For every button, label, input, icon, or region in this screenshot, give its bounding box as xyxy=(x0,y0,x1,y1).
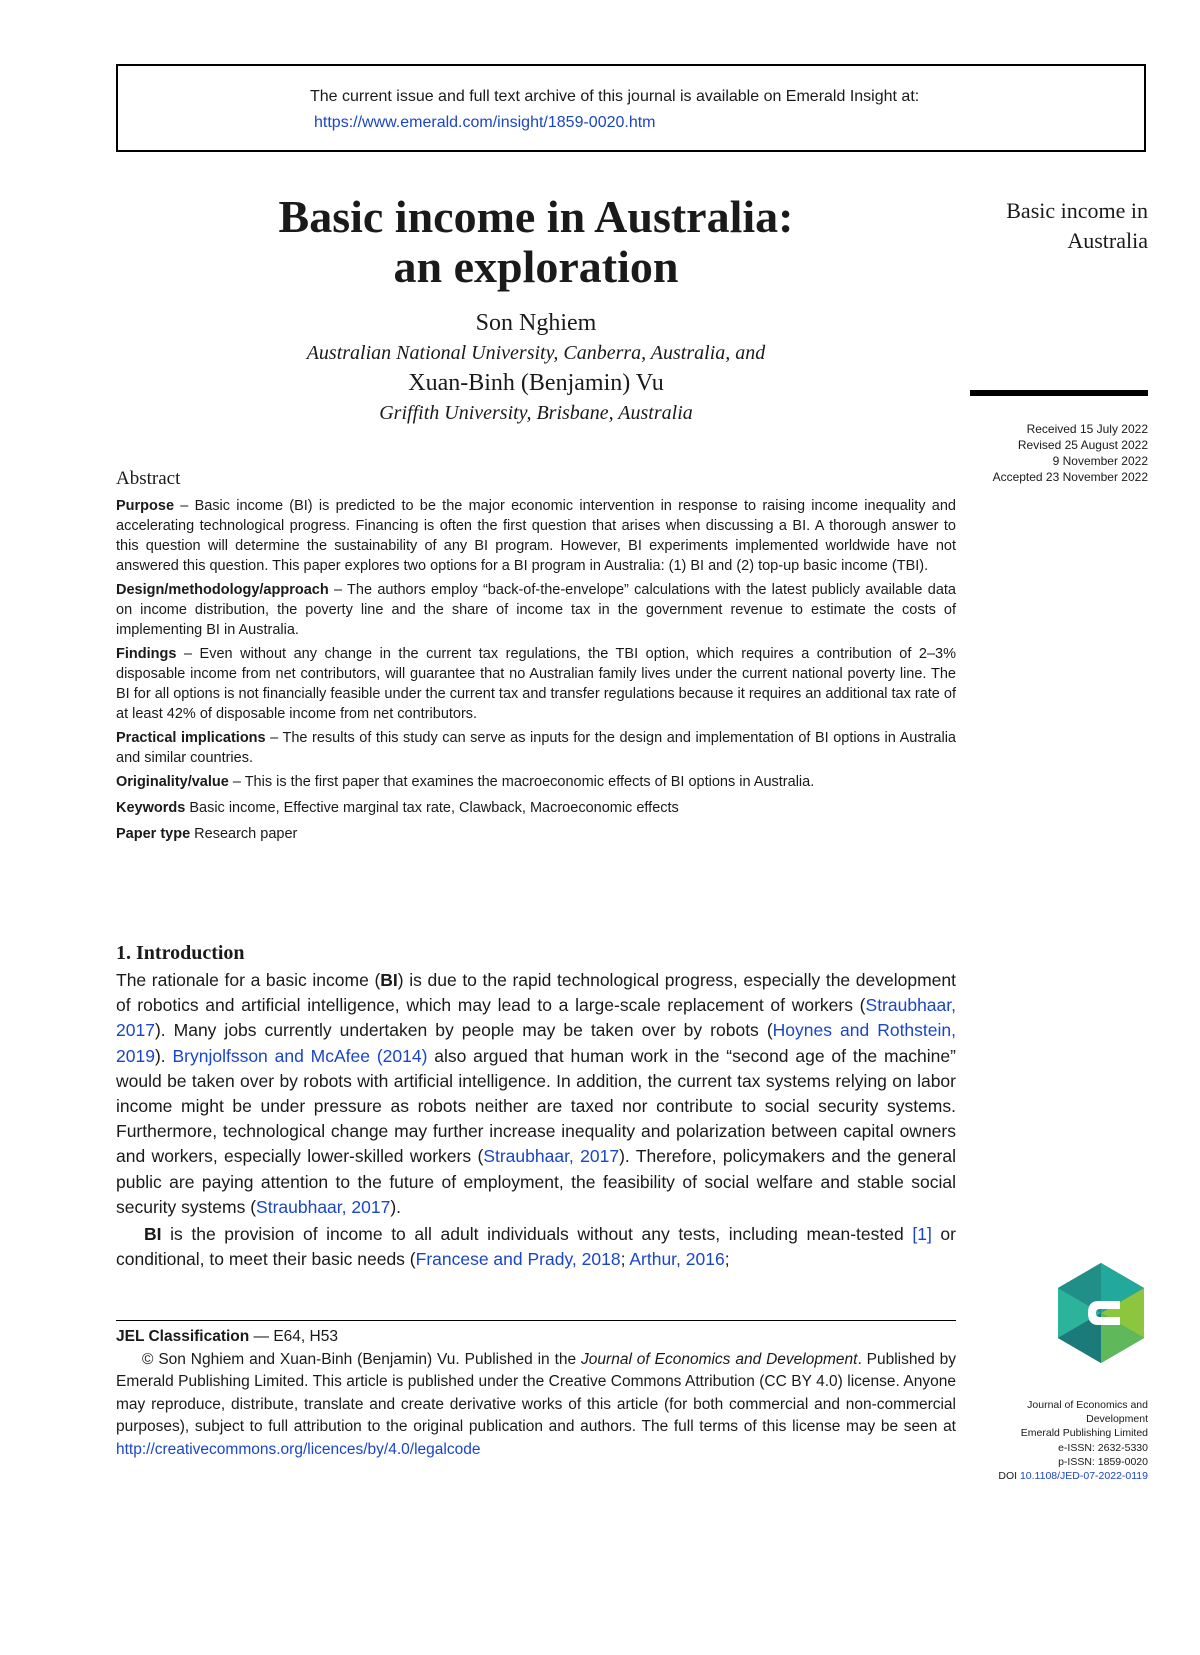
findings-label: Findings xyxy=(116,646,177,662)
citation-link[interactable]: Straubhaar, 2017 xyxy=(116,995,956,1041)
bi-term: BI xyxy=(380,970,398,990)
abstract-design xyxy=(116,580,956,640)
body-text: ). xyxy=(390,1196,402,1217)
journal-logo-icon xyxy=(1058,1263,1144,1363)
abstract-originality xyxy=(116,772,956,792)
abstract-keywords xyxy=(116,798,956,818)
citation-link[interactable]: Francese and Prady, 2018 xyxy=(415,1249,621,1270)
footnotes xyxy=(116,1326,956,1461)
body-text: ; xyxy=(724,1249,730,1270)
margin-rule xyxy=(970,390,1148,396)
abstract-practical xyxy=(116,728,956,768)
title-line-1: Basic income in Australia: xyxy=(278,191,794,242)
bi-term: BI xyxy=(144,1224,162,1245)
journal-name-line: Journal of Economics and xyxy=(1027,1399,1148,1411)
footnote-divider xyxy=(116,1320,956,1321)
author-name: Xuan-Binh (Benjamin) Vu xyxy=(408,370,664,396)
author-affiliation: Australian National University, Canberra, Australia, and xyxy=(306,342,766,364)
originality-label: Originality/value xyxy=(116,774,229,790)
body-text: The rationale for a basic income ( xyxy=(116,970,381,990)
body-text: ) is due to the rapid technological progress, especially the development of robotics and artificial intelligence, which may lead to a large-scale replacement of workers ( xyxy=(116,970,956,1016)
introduction-section xyxy=(116,940,956,1274)
notice-text: The current issue and full text archive of this journal is available on Emerald Insight at: xyxy=(310,88,920,105)
journal-info xyxy=(960,1398,1148,1483)
purpose-text: – Basic income (BI) is predicted to be the major economic intervention in response to raising income inequality and accelerating technological progress. Financing is often the first question that arises when discussing a BI. A thorough answer to this question will determine the sustainability of any BI program. However, BI experiments implemented worldwide have not answered this question. This paper explores two options for a BI program in Australia: (1) BI and (2) top-up basic income (TBI). xyxy=(116,498,956,574)
author-affiliation: Griffith University, Brisbane, Australia xyxy=(379,402,693,424)
date-accepted: Accepted 23 November 2022 xyxy=(992,470,1148,484)
date-revised: Revised 25 August 2022 xyxy=(1017,438,1148,452)
journal-name-line: Development xyxy=(1086,1413,1148,1426)
body-text: ). xyxy=(154,1045,173,1066)
keywords-text: Basic income, Effective marginal tax rate, Clawback, Macroeconomic effects xyxy=(185,800,679,816)
originality-text: – This is the first paper that examines the macroeconomic effects of BI options in Australia. xyxy=(228,774,815,790)
abstract-purpose xyxy=(116,496,956,576)
jel-codes: — E64, H53 xyxy=(249,1328,338,1345)
license-note xyxy=(116,1349,956,1462)
article-dates xyxy=(960,421,1148,485)
body-text: ). Therefore, policymakers and the general public are paying attention to the future of employment, the feasibility of social welfare and stable social security systems ( xyxy=(116,1146,956,1217)
abstract-paper-type xyxy=(116,824,956,844)
abstract-heading: Abstract xyxy=(116,468,181,489)
design-text: – The authors employ “back-of-the-envelope” calculations with the latest publicly available data on income distribution, the poverty line and the share of income tax in the government revenue to estimate the costs of implementing BI in Australia. xyxy=(116,582,956,638)
journal-name: Journal of Economics and Development xyxy=(581,1350,858,1368)
eissn: e-ISSN: 2632-5330 xyxy=(1058,1441,1148,1454)
paper-type-text: Research paper xyxy=(190,826,298,842)
body-text: ; xyxy=(620,1249,630,1270)
running-head xyxy=(960,196,1148,256)
running-head-line: Australia xyxy=(1067,228,1148,253)
paper-title xyxy=(116,192,956,292)
authors-block xyxy=(116,308,956,428)
journal-notice-box xyxy=(116,64,1146,152)
practical-label: Practical implications xyxy=(116,730,266,746)
body-text: also argued that human work in the “second age of the machine” would be taken over by robots with artificial intelligence. In addition, the current tax systems relying on labor income might be under pressure as robots neither are taxed nor contribute to social security systems. Furthermore, technological change may further increase inequality and polarization between capital owners and workers, especially lower-skilled workers ( xyxy=(116,1045,956,1167)
design-label: Design/methodology/approach xyxy=(116,582,329,598)
section-heading: 1. Introduction xyxy=(116,942,245,964)
publisher: Emerald Publishing Limited xyxy=(1020,1427,1148,1440)
title-line-2: an exploration xyxy=(393,241,679,292)
license-text: © Son Nghiem and Xuan-Binh (Benjamin) Vu. Published in the xyxy=(142,1350,582,1368)
citation-link[interactable]: Straubhaar, 2017 xyxy=(256,1196,391,1217)
doi-line xyxy=(960,1469,1148,1483)
citation-link[interactable]: Hoynes and Rothstein, 2019 xyxy=(116,1020,956,1066)
paper-type-label: Paper type xyxy=(116,826,191,842)
jel-classification xyxy=(116,1326,956,1349)
purpose-label: Purpose xyxy=(116,498,175,514)
license-url-link[interactable]: http://creativecommons.org/licences/by/4.0/legalcode xyxy=(116,1440,481,1458)
license-text: . Published by Emerald Publishing Limited. This article is published under the Creative Commons Attribution (CC BY 4.0) license. Anyone may reproduce, distribute, translate and create derivative works of this article (for both commercial and non-commercial purposes), subject to full attribution to the original publication and authors. The full terms of this license may be seen at xyxy=(116,1350,957,1435)
pissn: p-ISSN: 1859-0020 xyxy=(1058,1455,1148,1468)
intro-paragraph xyxy=(116,1222,956,1272)
citation-link[interactable]: Straubhaar, 2017 xyxy=(483,1146,620,1167)
body-text: ). Many jobs currently undertaken by people may be taken over by robots ( xyxy=(154,1020,773,1041)
findings-text: – Even without any change in the current tax regulations, the TBI option, which requires a contribution of 2–3% disposable income from net contributors, will guarantee that no Australian family lives under the current national poverty line. The BI for all options is not financially feasible under the current tax and transfer regulations because it requires an additional tax rate of at least 42% of disposable income from net contributors. xyxy=(116,646,956,722)
date-revised: 9 November 2022 xyxy=(1052,454,1148,468)
practical-text: – The results of this study can serve as inputs for the design and implementation of BI options in Australia and similar countries. xyxy=(116,730,956,766)
body-text: is the provision of income to all adult individuals without any tests, including mean-tested xyxy=(161,1224,913,1245)
intro-paragraph xyxy=(116,968,956,1220)
doi-label: DOI xyxy=(998,1470,1020,1483)
citation-link[interactable]: Arthur, 2016 xyxy=(629,1249,725,1270)
keywords-label: Keywords xyxy=(116,800,186,816)
citation-link[interactable]: Brynjolfsson and McAfee (2014) xyxy=(172,1045,428,1066)
running-head-line: Basic income in xyxy=(1006,198,1148,223)
author-name: Son Nghiem xyxy=(475,310,597,336)
doi-link[interactable]: 10.1108/JED-07-2022-0119 xyxy=(1019,1470,1148,1483)
footnote-link[interactable]: [1] xyxy=(912,1224,932,1245)
journal-url-link[interactable]: https://www.emerald.com/insight/1859-0020.htm xyxy=(314,114,656,131)
abstract-section xyxy=(116,466,956,850)
jel-label: JEL Classification xyxy=(116,1328,250,1345)
body-text: or conditional, to meet their basic needs ( xyxy=(116,1224,956,1270)
date-received: Received 15 July 2022 xyxy=(1026,422,1148,436)
abstract-findings xyxy=(116,644,956,724)
